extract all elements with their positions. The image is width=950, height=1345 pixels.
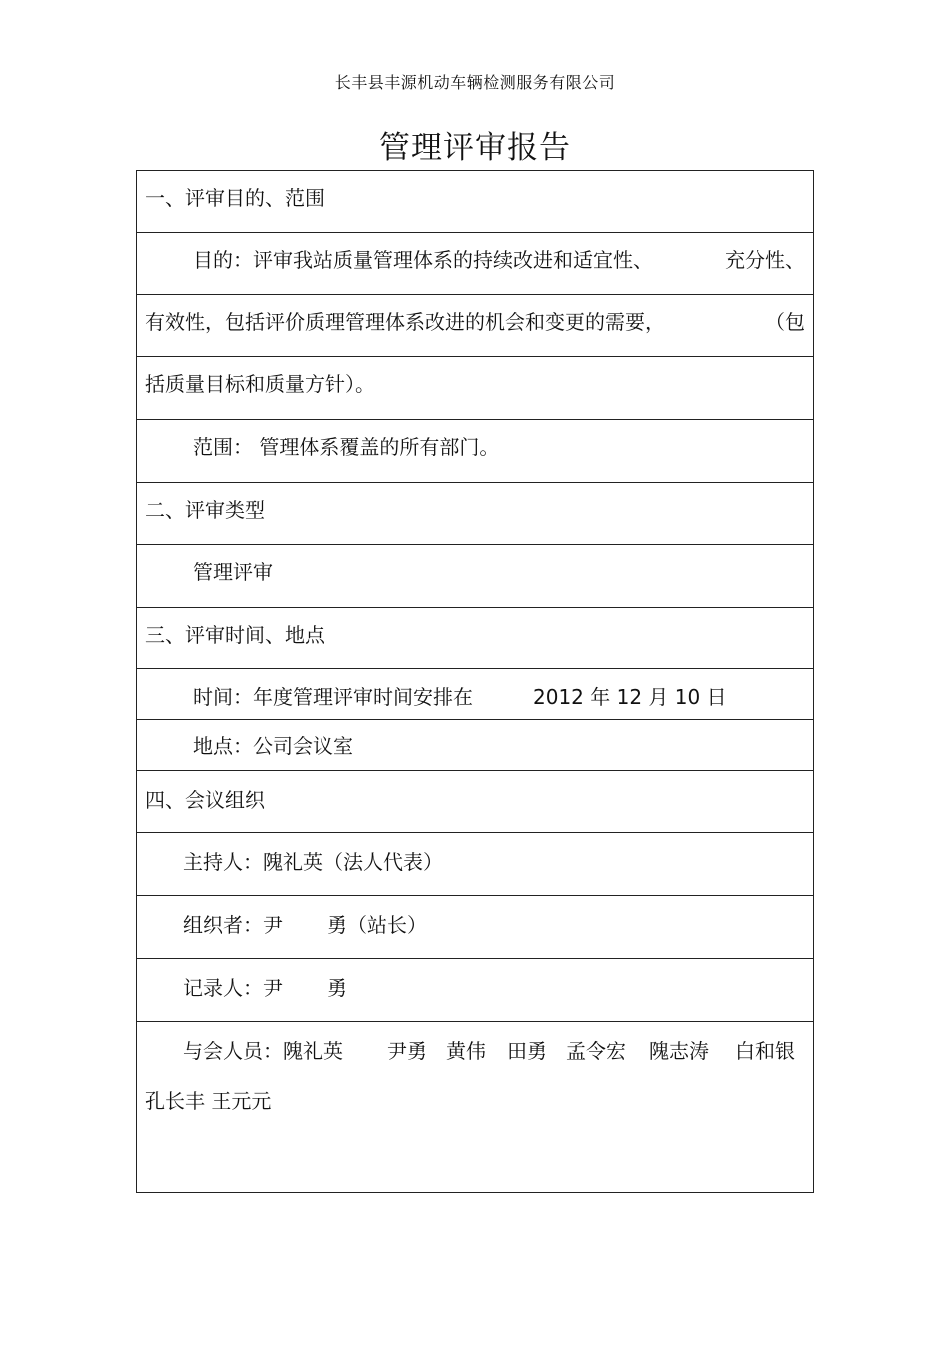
purpose-line-2b: （包 xyxy=(765,310,805,334)
review-time-label: 时间：年度管理评审时间安排在 xyxy=(193,685,473,709)
attendee: 白和银 xyxy=(735,1039,795,1063)
company-header: 长丰县丰源机动车辆检测服务有限公司 xyxy=(334,73,616,92)
table-row xyxy=(137,357,813,420)
recorder-name: 勇 xyxy=(327,976,347,1000)
attendee: 隗志涛 xyxy=(649,1039,709,1063)
review-place: 地点：公司会议室 xyxy=(193,734,353,758)
attendee: 田勇 xyxy=(507,1039,547,1063)
purpose-line-1a: 目的：评审我站质量管理体系的持续改进和适宜性、 xyxy=(193,248,653,272)
purpose-line-1b: 充分性、 xyxy=(725,248,805,272)
table-row xyxy=(137,833,813,896)
review-date: 2012 年 12 月 10 日 xyxy=(533,685,727,709)
purpose-line-3: 括质量目标和质量方针）。 xyxy=(145,372,375,396)
section-heading-1: 一、评审目的、范围 xyxy=(145,186,325,210)
recorder-label: 记录人：尹 xyxy=(183,976,283,1000)
attendees-label: 与会人员：隗礼英 xyxy=(183,1039,343,1063)
attendee: 黄伟 xyxy=(446,1039,486,1063)
page-title: 管理评审报告 xyxy=(379,130,571,166)
report-table xyxy=(136,170,814,1193)
attendee: 尹勇 xyxy=(387,1039,427,1063)
table-row xyxy=(137,295,813,357)
table-row xyxy=(137,771,813,833)
table-row xyxy=(137,1022,813,1192)
table-row xyxy=(137,483,813,545)
attendee: 孟令宏 xyxy=(566,1039,626,1063)
review-type: 管理评审 xyxy=(193,560,273,584)
organizer-label: 组织者：尹 xyxy=(183,913,283,937)
section-heading-3: 三、评审时间、地点 xyxy=(145,623,325,647)
table-row xyxy=(137,896,813,959)
attendees-line-2: 孔长丰 王元元 xyxy=(145,1089,272,1113)
table-row xyxy=(137,420,813,483)
table-row xyxy=(137,608,813,669)
section-heading-2: 二、评审类型 xyxy=(145,498,265,522)
table-row xyxy=(137,959,813,1022)
organizer-name: 勇（站长） xyxy=(327,913,427,937)
table-row xyxy=(137,669,813,720)
table-row xyxy=(137,233,813,295)
table-row xyxy=(137,720,813,771)
scope-text: 范围： 管理体系覆盖的所有部门。 xyxy=(193,435,500,459)
purpose-line-2a: 有效性，包括评价质理管理体系改进的机会和变更的需要， xyxy=(145,310,665,334)
section-heading-4: 四、会议组织 xyxy=(145,788,265,812)
meeting-host: 主持人：隗礼英（法人代表） xyxy=(183,850,443,874)
table-row xyxy=(137,545,813,608)
table-row xyxy=(137,171,813,233)
